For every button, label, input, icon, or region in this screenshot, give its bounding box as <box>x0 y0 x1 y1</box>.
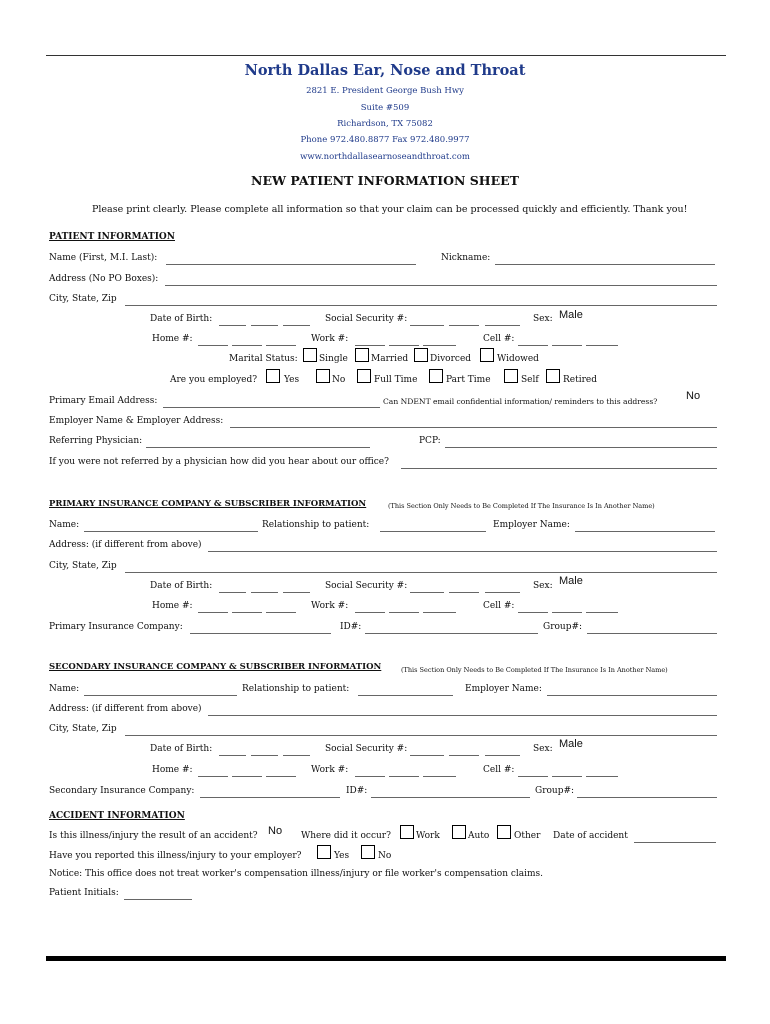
patient-nickname-label: Nickname: <box>441 253 491 263</box>
patient-ssn-1[interactable] <box>410 325 444 326</box>
primary-home-1[interactable] <box>198 612 228 613</box>
secondary-work-label: Work #: <box>311 765 349 775</box>
patient-address-label: Address (No PO Boxes): <box>49 274 159 284</box>
patient-name-field[interactable] <box>166 264 416 265</box>
primary-address-label: Address: (if different from above) <box>49 540 202 550</box>
patient-work-label: Work #: <box>311 334 349 344</box>
secondary-home-3[interactable] <box>266 776 296 777</box>
patient-cell-3[interactable] <box>586 345 618 346</box>
primary-id-label: ID#: <box>340 622 362 632</box>
secondary-cell-1[interactable] <box>518 776 548 777</box>
marital-widowed-checkbox[interactable] <box>480 348 494 362</box>
marital-divorced-label: Divorced <box>430 354 472 364</box>
primary-home-label: Home #: <box>152 601 193 611</box>
employer-field[interactable] <box>230 427 717 428</box>
org-name: North Dallas Ear, Nose and Throat <box>244 62 526 79</box>
accident-other-checkbox[interactable] <box>497 825 511 839</box>
patient-city-field[interactable] <box>125 305 717 306</box>
employed-retired-label: Retired <box>563 375 597 385</box>
reported-no-checkbox[interactable] <box>361 845 375 859</box>
patient-ssn-3[interactable] <box>485 325 520 326</box>
secondary-employer-label: Employer Name: <box>465 684 542 694</box>
primary-group-label: Group#: <box>543 622 583 632</box>
primary-dob-label: Date of Birth: <box>150 581 213 591</box>
primary-dob-year[interactable] <box>283 592 310 593</box>
address-line-2: Suite #509 <box>360 103 410 113</box>
form-intro: Please print clearly. Please complete all information so that your claim can be processed quickly and efficiently. Thank you! <box>92 204 688 215</box>
reported-yes-label: Yes <box>334 851 350 861</box>
primary-employer-label: Employer Name: <box>493 520 570 530</box>
initials-field[interactable] <box>124 899 192 900</box>
patient-work-2[interactable] <box>389 345 419 346</box>
secondary-home-1[interactable] <box>198 776 228 777</box>
email-field[interactable] <box>163 407 380 408</box>
secondary-dob-month[interactable] <box>219 755 246 756</box>
accident-reported-label: Have you reported this illness/injury to your employer? <box>49 851 302 861</box>
accident-work-checkbox[interactable] <box>400 825 414 839</box>
patient-city-label: City, State, Zip <box>49 294 117 304</box>
secondary-cell-label: Cell #: <box>483 765 515 775</box>
primary-home-2[interactable] <box>232 612 262 613</box>
secondary-home-2[interactable] <box>232 776 262 777</box>
accident-auto-checkbox[interactable] <box>452 825 466 839</box>
primary-work-1[interactable] <box>355 612 385 613</box>
patient-home-3[interactable] <box>266 345 296 346</box>
primary-cell-2[interactable] <box>552 612 582 613</box>
phone-fax: Phone 972.480.8877 Fax 972.480.9977 <box>300 135 470 145</box>
secondary-group-label: Group#: <box>535 786 575 796</box>
primary-work-label: Work #: <box>311 601 349 611</box>
primary-employer-field[interactable] <box>575 531 715 532</box>
initials-label: Patient Initials: <box>49 888 119 898</box>
secondary-cell-2[interactable] <box>552 776 582 777</box>
primary-address-field[interactable] <box>208 551 717 552</box>
secondary-section-note: (This Section Only Needs to Be Completed If The Insurance Is In Another Name) <box>401 666 668 674</box>
secondary-employer-field[interactable] <box>547 695 717 696</box>
secondary-work-1[interactable] <box>355 776 385 777</box>
patient-cell-2[interactable] <box>552 345 582 346</box>
patient-dob-year[interactable] <box>283 325 310 326</box>
secondary-city-field[interactable] <box>125 735 717 736</box>
secondary-id-field[interactable] <box>371 797 530 798</box>
primary-sex-label: Sex: <box>533 581 553 591</box>
patient-dob-label: Date of Birth: <box>150 314 213 324</box>
secondary-company-label: Secondary Insurance Company: <box>49 786 195 796</box>
secondary-ssn-1[interactable] <box>410 755 444 756</box>
primary-id-field[interactable] <box>365 633 538 634</box>
primary-city-field[interactable] <box>125 572 717 573</box>
accident-where-label: Where did it occur? <box>301 831 391 841</box>
secondary-ssn-label: Social Security #: <box>325 744 408 754</box>
email-consent-value[interactable]: No <box>686 390 701 402</box>
secondary-address-field[interactable] <box>208 715 717 716</box>
secondary-relationship-field[interactable] <box>358 695 453 696</box>
employed-no-label: No <box>332 375 346 385</box>
notice-text: Notice: This office does not treat worker's compensation illness/injury or file worker's compensation claims. <box>49 869 544 879</box>
secondary-id-label: ID#: <box>346 786 368 796</box>
primary-company-label: Primary Insurance Company: <box>49 622 183 632</box>
marital-single-checkbox[interactable] <box>303 348 317 362</box>
referring-label: Referring Physician: <box>49 436 143 446</box>
patient-home-1[interactable] <box>198 345 228 346</box>
primary-home-3[interactable] <box>266 612 296 613</box>
accident-date-label: Date of accident <box>553 831 628 841</box>
patient-work-3[interactable] <box>423 345 456 346</box>
patient-dob-month[interactable] <box>219 325 246 326</box>
employed-no-checkbox[interactable] <box>316 369 330 383</box>
primary-section-note: (This Section Only Needs to Be Completed If The Insurance Is In Another Name) <box>388 502 655 510</box>
primary-dob-day[interactable] <box>251 592 278 593</box>
top-rule <box>46 55 726 56</box>
employed-yes-checkbox[interactable] <box>266 369 280 383</box>
primary-ssn-2[interactable] <box>449 592 479 593</box>
secondary-dob-day[interactable] <box>251 755 278 756</box>
hear-field[interactable] <box>401 468 717 469</box>
primary-dob-month[interactable] <box>219 592 246 593</box>
secondary-dob-year[interactable] <box>283 755 310 756</box>
secondary-dob-label: Date of Birth: <box>150 744 213 754</box>
primary-section-heading: PRIMARY INSURANCE COMPANY & SUBSCRIBER INFORMATION <box>49 499 367 509</box>
marital-married-checkbox[interactable] <box>355 348 369 362</box>
secondary-cell-3[interactable] <box>586 776 618 777</box>
accident-date-field[interactable] <box>634 842 716 843</box>
primary-ssn-3[interactable] <box>485 592 520 593</box>
patient-ssn-2[interactable] <box>449 325 479 326</box>
primary-ssn-1[interactable] <box>410 592 444 593</box>
patient-sex-label: Sex: <box>533 314 553 324</box>
patient-home-label: Home #: <box>152 334 193 344</box>
address-line-3: Richardson, TX 75082 <box>337 119 433 129</box>
accident-work-label: Work <box>416 831 440 841</box>
secondary-work-3[interactable] <box>423 776 456 777</box>
form-title: NEW PATIENT INFORMATION SHEET <box>251 173 519 188</box>
secondary-city-label: City, State, Zip <box>49 724 117 734</box>
patient-home-2[interactable] <box>232 345 262 346</box>
marital-widowed-label: Widowed <box>497 354 539 364</box>
marital-divorced-checkbox[interactable] <box>414 348 428 362</box>
secondary-sex-value[interactable]: Male <box>559 738 583 750</box>
bottom-rule <box>46 956 726 961</box>
website: www.northdallasearnoseandthroat.com <box>300 152 470 162</box>
primary-relationship-label: Relationship to patient: <box>262 520 370 530</box>
reported-yes-checkbox[interactable] <box>317 845 331 859</box>
accident-auto-label: Auto <box>468 831 490 841</box>
secondary-group-field[interactable] <box>577 797 717 798</box>
secondary-home-label: Home #: <box>152 765 193 775</box>
secondary-section-heading: SECONDARY INSURANCE COMPANY & SUBSCRIBER INFORMATION <box>49 662 382 672</box>
patient-ssn-label: Social Security #: <box>325 314 408 324</box>
employed-label: Are you employed? <box>170 375 258 385</box>
employed-parttime-checkbox[interactable] <box>429 369 443 383</box>
secondary-relationship-label: Relationship to patient: <box>242 684 350 694</box>
secondary-work-2[interactable] <box>389 776 419 777</box>
secondary-sex-label: Sex: <box>533 744 553 754</box>
primary-cell-label: Cell #: <box>483 601 515 611</box>
patient-name-label: Name (First, M.I. Last): <box>49 253 158 263</box>
patient-cell-1[interactable] <box>518 345 548 346</box>
patient-cell-label: Cell #: <box>483 334 515 344</box>
primary-company-field[interactable] <box>190 633 331 634</box>
employed-parttime-label: Part Time <box>446 375 491 385</box>
hear-label: If you were not referred by a physician how did you hear about our office? <box>49 457 389 467</box>
secondary-name-label: Name: <box>49 684 80 694</box>
patient-work-1[interactable] <box>355 345 385 346</box>
primary-cell-3[interactable] <box>586 612 618 613</box>
employed-yes-label: Yes <box>284 375 300 385</box>
primary-sex-value[interactable]: Male <box>559 575 583 587</box>
email-label: Primary Email Address: <box>49 396 158 406</box>
primary-work-3[interactable] <box>423 612 456 613</box>
employed-retired-checkbox[interactable] <box>546 369 560 383</box>
marital-single-label: Single <box>319 354 348 364</box>
accident-result-label: Is this illness/injury the result of an accident? <box>49 831 258 841</box>
primary-cell-1[interactable] <box>518 612 548 613</box>
primary-group-field[interactable] <box>587 633 717 634</box>
employer-label: Employer Name & Employer Address: <box>49 416 224 426</box>
accident-other-label: Other <box>514 831 541 841</box>
employed-fulltime-checkbox[interactable] <box>357 369 371 383</box>
patient-dob-day[interactable] <box>251 325 278 326</box>
reported-no-label: No <box>378 851 392 861</box>
pcp-field[interactable] <box>445 447 717 448</box>
secondary-ssn-3[interactable] <box>485 755 520 756</box>
primary-ssn-label: Social Security #: <box>325 581 408 591</box>
secondary-ssn-2[interactable] <box>449 755 479 756</box>
secondary-company-field[interactable] <box>200 797 340 798</box>
patient-section-heading: PATIENT INFORMATION <box>49 232 175 242</box>
primary-name-field[interactable] <box>84 531 258 532</box>
secondary-name-field[interactable] <box>84 695 237 696</box>
patient-sex-value[interactable]: Male <box>559 309 583 321</box>
marital-married-label: Married <box>371 354 409 364</box>
employed-self-label: Self <box>521 375 539 385</box>
pcp-label: PCP: <box>419 436 441 446</box>
primary-city-label: City, State, Zip <box>49 561 117 571</box>
accident-section-heading: ACCIDENT INFORMATION <box>49 811 185 821</box>
secondary-address-label: Address: (if different from above) <box>49 704 202 714</box>
patient-nickname-field[interactable] <box>495 264 715 265</box>
marital-status-label: Marital Status: <box>229 354 298 364</box>
email-consent-label: Can NDENT email confidential information/ reminders to this address? <box>383 397 658 406</box>
address-line-1: 2821 E. President George Bush Hwy <box>306 86 464 96</box>
employed-self-checkbox[interactable] <box>504 369 518 383</box>
referring-field[interactable] <box>146 447 370 448</box>
employed-fulltime-label: Full Time <box>374 375 418 385</box>
accident-result-value[interactable]: No <box>268 825 283 837</box>
primary-relationship-field[interactable] <box>380 531 486 532</box>
patient-address-field[interactable] <box>165 285 717 286</box>
primary-work-2[interactable] <box>389 612 419 613</box>
primary-name-label: Name: <box>49 520 80 530</box>
